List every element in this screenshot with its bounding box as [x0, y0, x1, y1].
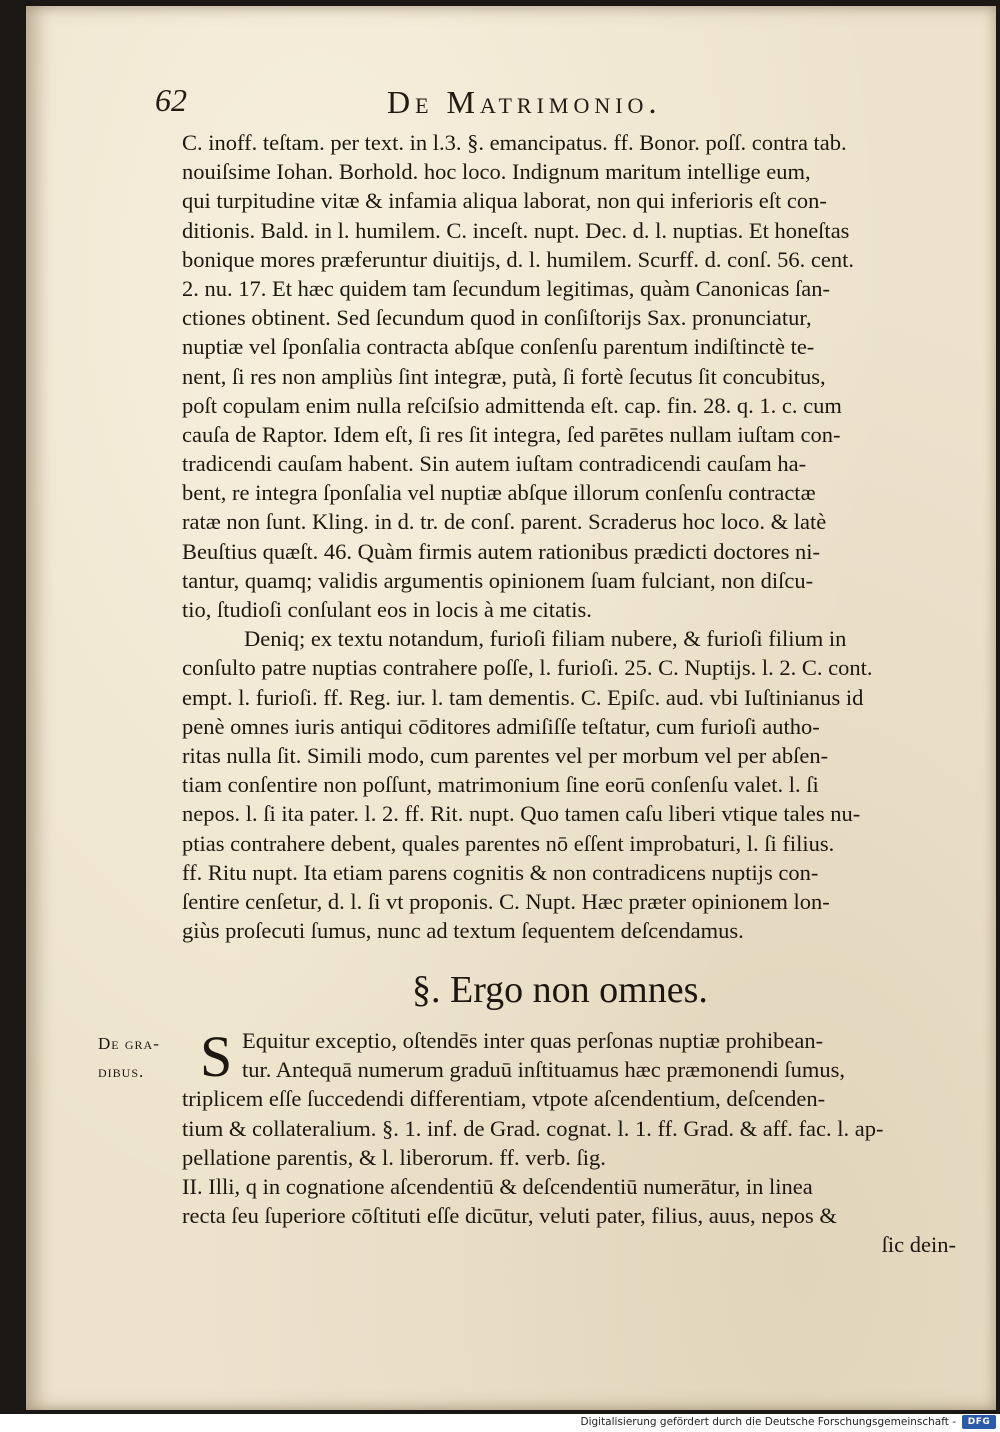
dfg-logo-icon: DFG: [962, 1415, 996, 1429]
text-line: nent, ſi res non ampliùs ſint integræ, putà, ſi fortè ſecutus ſit concubitus,: [182, 363, 826, 389]
text-line: C. inoff. teſtam. per text. in l.3. §. emancipatus. ff. Bonor. poſſ. contra tab.: [182, 130, 847, 155]
main-text-block: [182, 128, 970, 945]
text-line: tur. Antequā numerum graduū inſtituamus hæc præmonendi ſumus,: [242, 1057, 846, 1083]
paragraph-start-line: Deniq; ex textu notandum, furioſi filiam nubere, & furioſi filium in: [244, 626, 847, 652]
text-line: ditionis. Bald. in l. humilem. C. inceſt. nupt. Dec. d. l. nuptias. Et honeſtas: [182, 217, 850, 243]
digitization-footer: [0, 1414, 1000, 1432]
text-line: cauſa de Raptor. Idem eſt, ſi res ſit integra, ſed parētes nullam iuſtam con-: [182, 421, 841, 447]
text-line: tiam conſentire non poſſunt, matrimonium ſine eorū conſenſu valet. l. ſi: [182, 772, 819, 798]
text-line: conſulto patre nuptias contrahere poſſe, l. furioſi. 25. C. Nuptijs. l. 2. C. cont.: [182, 655, 873, 681]
section-heading: §. Ergo non omnes.: [412, 969, 708, 1011]
text-line: bonique mores præferuntur diuitijs, d. l. humilem. Scurff. d. conſ. 56. cent.: [182, 246, 854, 272]
text-line: empt. l. furioſi. ff. Reg. iur. l. tam dementis. C. Epiſc. aud. vbi Iuſtinianus id: [182, 684, 864, 710]
text-line: Equitur exceptio, oſtendēs inter quas perſonas nuptiæ prohibean-: [242, 1028, 824, 1053]
text-line: ptias contrahere debent, quales parentes nō eſſent improbaturi, l. ſi filius.: [182, 830, 835, 856]
margin-note-line: dibus.: [98, 1062, 145, 1081]
text-line: nuptiæ vel ſponſalia contracta abſque conſenſu parentum indiſtinctè te-: [182, 334, 815, 360]
text-line: nepos. l. ſi ita pater. l. 2. ff. Rit. nupt. Quo tamen caſu liberi vtique tales nu-: [182, 801, 861, 827]
text-line: giùs proſecuti ſumus, nunc ad textum ſequentem deſcendamus.: [182, 918, 744, 944]
text-line: bent, re integra ſponſalia vel nuptiæ abſque illorum conſenſu contractæ: [182, 480, 816, 506]
funding-credit-text: Digitalisierung gefördert durch die Deutsche Forschungsgemeinschaft -: [580, 1416, 956, 1428]
text-line: 2. nu. 17. Et hæc quidem tam ſecundum legitimas, quàm Canonicas ſan-: [182, 275, 830, 301]
margin-note: [98, 1030, 188, 1086]
text-line: ſentire cenſetur, d. l. ſi vt proponis. C. Nupt. Hæc præter opinionem lon-: [182, 888, 830, 914]
page-header: [155, 82, 805, 122]
margin-note-line: De gra-: [98, 1034, 160, 1053]
text-line: tradicendi cauſam habent. Sin autem iuſtam contradicendi cauſam ha-: [182, 451, 807, 477]
text-line: triplicem eſſe ſuccedendi differentiam, vtpote aſcendentium, deſcenden-: [182, 1086, 826, 1112]
text-line: recta ſeu ſuperiore cōſtituti eſſe dicūtur, veluti pater, filius, auus, nepos &: [182, 1203, 837, 1229]
catchword: ſic dein-: [881, 1232, 956, 1258]
drop-cap-initial: S: [200, 1024, 233, 1089]
text-line: ff. Ritu nupt. Ita etiam parens cognitis & non contradicens nuptijs con-: [182, 859, 819, 885]
page-number: 62: [155, 82, 187, 118]
section-text-block: [182, 1026, 970, 1260]
text-line: tio, ſtudioſi conſulant eos in locis à me citatis.: [182, 597, 592, 622]
text-line: tantur, quamq; validis argumentis opinionem ſuam fulciant, non diſcu-: [182, 567, 814, 593]
text-line: Beuſtius quæſt. 46. Quàm firmis autem rationibus prædicti doctores ni-: [182, 538, 821, 564]
text-line: pellatione parentis, & l. liberorum. ff. verb. ſig.: [182, 1144, 606, 1170]
text-line: penè omnes iuris antiqui cōditores admiſiſſe teſtatur, cum furioſi autho-: [182, 713, 820, 739]
text-line: ratæ non ſunt. Kling. in d. tr. de conſ. parent. Scraderus hoc loco. & latè: [182, 509, 827, 535]
text-line: nouiſsime Iohan. Borhold. hoc loco. Indignum maritum intellige eum,: [182, 159, 811, 185]
text-line: ritas nulla ſit. Simili modo, cum parentes vel per morbum vel per abſen-: [182, 742, 829, 768]
running-head: De Matrimonio.: [387, 84, 662, 120]
text-line: ctiones obtinent. Sed ſecundum quod in conſiſtorijs Sax. pronunciatur,: [182, 305, 812, 331]
text-line: qui turpitudine vitæ & infamia aliqua laborat, non qui inferioris eſt con-: [182, 188, 827, 214]
text-line: tium & collateralium. §. 1. inf. de Grad. cognat. l. 1. ff. Grad. & aff. fac. l. ap-: [182, 1115, 884, 1141]
text-line: poſt copulam enim nulla reſciſsio admittenda eſt. cap. fin. 28. q. 1. c. cum: [182, 392, 842, 418]
text-line: II. Illi, q in cognatione aſcendentiū & deſcendentiū numerātur, in linea: [182, 1173, 813, 1199]
